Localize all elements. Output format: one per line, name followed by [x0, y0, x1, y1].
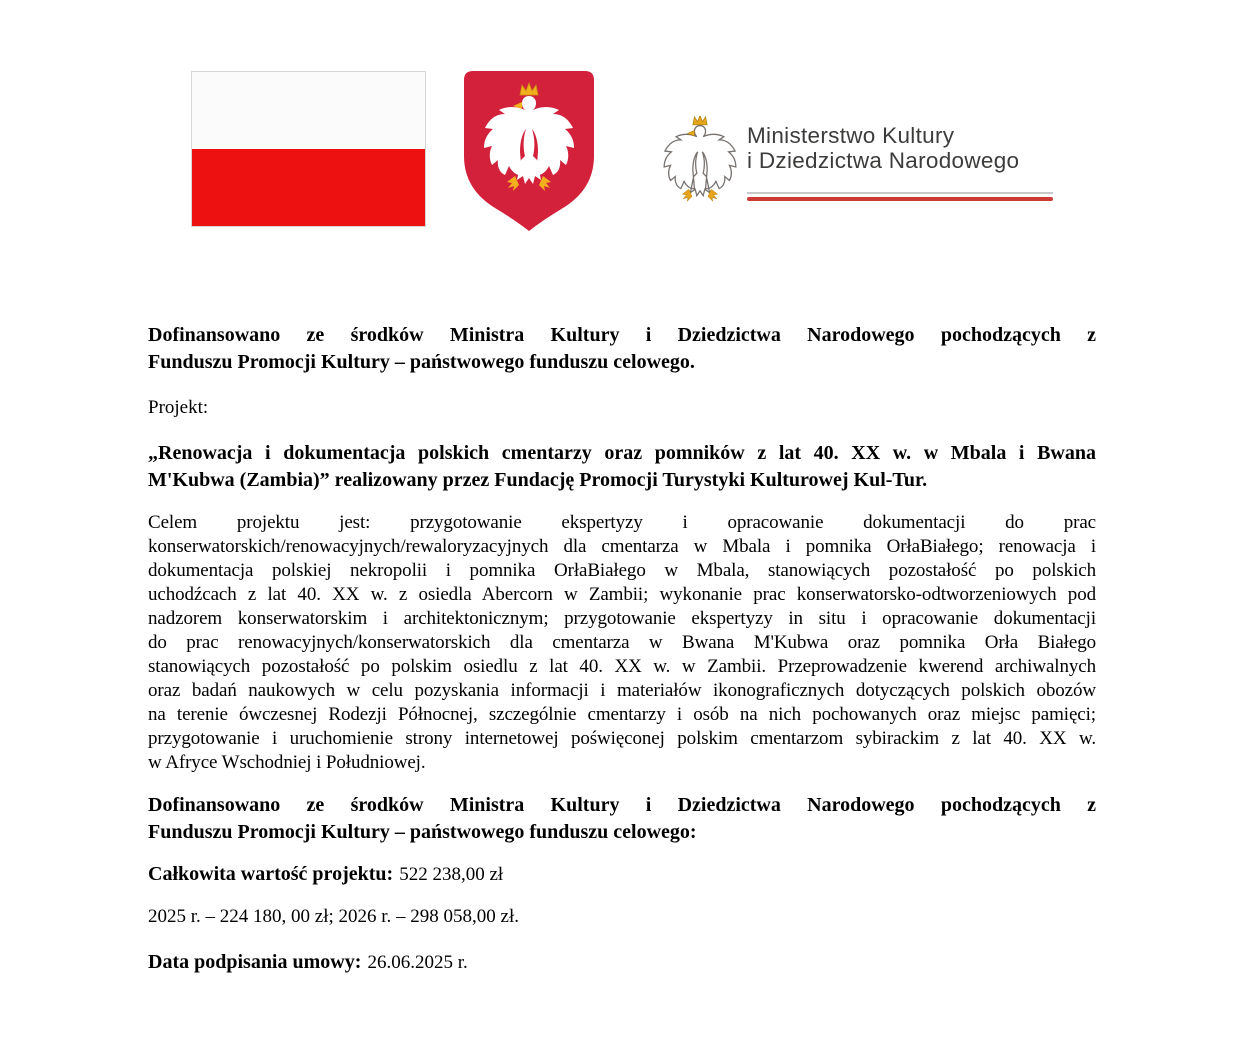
text-line: w Afryce Wschodniej i Południowej. — [148, 752, 426, 773]
total-value-line — [148, 861, 1096, 888]
text-line: „Renowacja i dokumentacja polskich cmentarzy oraz pomników z lat 40. XX w. w Mbala i Bwana — [148, 442, 1096, 464]
coat-of-arms-icon — [463, 70, 595, 237]
text-line: dokumentacja polskiej nekropolii i pomnika OrłaBiałego w Mbala, stanowiących pozostałość po polskich — [148, 560, 1096, 581]
ministry-name-line2: i Dziedzictwa Narodowego — [747, 148, 1020, 173]
gray-rule — [747, 192, 1053, 194]
text-line: konserwatorskich/renowacyjnych/rewaloryzacyjnych dla cmentarza w Mbala i pomnika OrłaBiałego; renowacja i — [148, 536, 1096, 557]
text-line: przygotowanie i uruchomienie strony internetowej poświęconej polskim cmentarzom sybirackim z lat 40. XX w. — [148, 728, 1096, 749]
text-line: uchodźcach z lat 40. XX w. z osiedla Abercorn w Zambii; wykonanie prac konserwatorsko-odtworzeniowych pod — [148, 584, 1096, 605]
text-line: Funduszu Promocji Kultury – państwowego funduszu celowego: — [148, 821, 697, 843]
signing-date-label: Data podpisania umowy: — [148, 951, 362, 973]
red-rule — [747, 197, 1053, 201]
text-line: M'Kubwa (Zambia)” realizowany przez Fundację Promocji Turystyki Kulturowej Kul-Tur. — [148, 469, 928, 491]
text-line: nadzorem konserwatorskim i architektonicznym; przygotowanie ekspertyzy in situ i opracowanie dokumentacji — [148, 608, 1096, 629]
text-line: Funduszu Promocji Kultury – państwowego funduszu celowego. — [148, 351, 695, 373]
text-line: stanowiących pozostałość po polskim osiedlu z lat 40. XX w. w Zambii. Przeprowadzenie kwerend archiwalnych — [148, 656, 1096, 677]
signing-date-line — [148, 949, 1096, 976]
signing-date: 26.06.2025 r. — [367, 952, 468, 973]
eagle-shield-graphic — [463, 70, 595, 232]
ministry-name-line1: Ministerstwo Kultury — [747, 123, 955, 148]
text-line: oraz badań naukowych w celu pozyskania informacji i materiałów ikonograficznych dotyczących polskich obozów — [148, 680, 1096, 701]
polish-flag-icon — [191, 71, 426, 227]
project-title — [148, 440, 1096, 494]
total-value: 522 238,00 zł — [399, 864, 504, 885]
total-value-label: Całkowita wartość projektu: — [148, 863, 394, 885]
yearly-amounts-line: 2025 r. – 224 180, 00 zł; 2026 r. – 298 058,00 zł. — [148, 906, 520, 927]
ministry-logo-underline — [747, 192, 1053, 201]
text-line: Celem projektu jest: przygotowanie ekspertyzy i opracowanie dokumentacji do prac — [148, 512, 1096, 533]
text-line: Dofinansowano ze środków Ministra Kultury i Dziedzictwa Narodowego pochodzących z — [148, 324, 1096, 346]
funding-statement-1 — [148, 322, 1096, 376]
text-line: na terenie ówczesnej Rodezji Północnej, szczególnie cmentarzy i osób na nich pochowanych oraz miejsc pamięci; — [148, 704, 1096, 725]
project-description — [148, 511, 1096, 775]
text-line: Dofinansowano ze środków Ministra Kultury i Dziedzictwa Narodowego pochodzących z — [148, 794, 1096, 816]
funding-statement-2 — [148, 792, 1096, 846]
text-line: do prac renowacyjnych/konserwatorskich dla cmentarza w Bwana M'Kubwa oraz pomnika Orła Białego — [148, 632, 1096, 653]
ministry-name — [747, 123, 1019, 173]
ministry-logo — [660, 115, 1060, 215]
flag-red-stripe — [192, 149, 425, 226]
ministry-eagle-icon — [660, 116, 740, 215]
project-label: Projekt: — [148, 397, 209, 418]
document-body — [148, 322, 1096, 976]
flag-white-stripe — [192, 72, 425, 149]
